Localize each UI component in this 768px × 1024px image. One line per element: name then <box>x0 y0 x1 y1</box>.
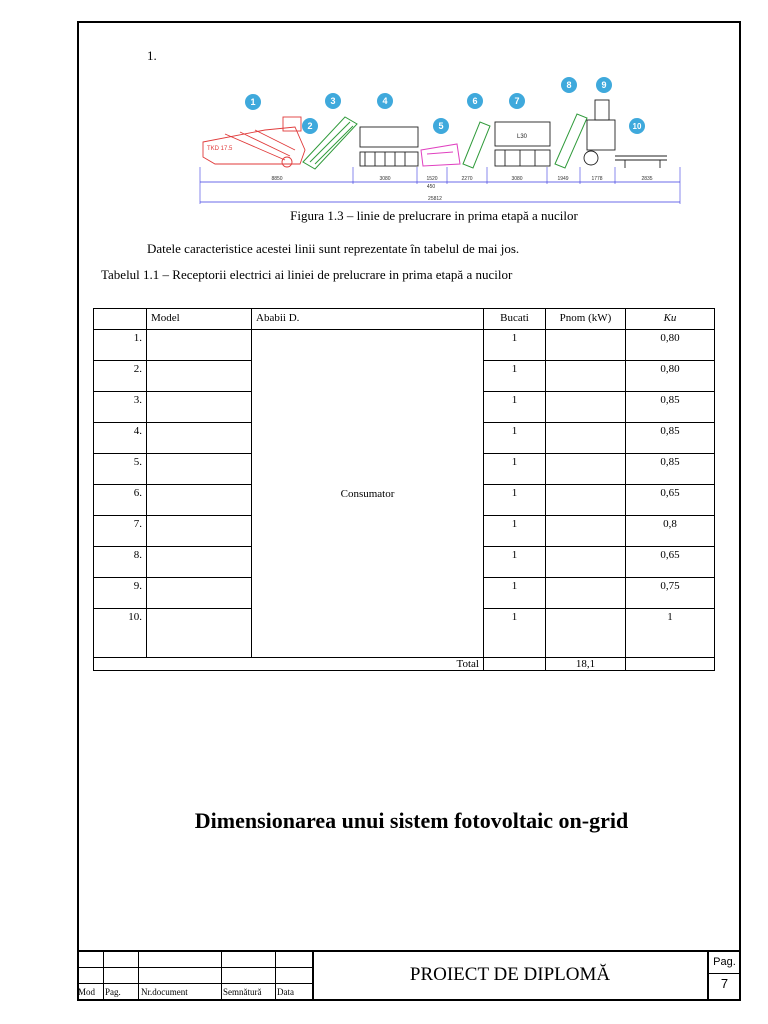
title-block-divider <box>275 950 276 1001</box>
row-pnom <box>546 547 626 578</box>
header-abbr: Ababii D. <box>252 309 484 330</box>
dim-label: 25812 <box>428 196 442 202</box>
row-model <box>147 392 252 423</box>
callout-label: 1 <box>250 97 256 107</box>
col-pag-label: Pag. <box>105 987 121 997</box>
row-num: 10. <box>94 609 147 658</box>
dim-label: 450 <box>426 184 436 190</box>
row-model <box>147 609 252 658</box>
row-pnom <box>546 361 626 392</box>
row-num: 3. <box>94 392 147 423</box>
header-bucati: Bucati <box>484 309 546 330</box>
total-pnom: 18,1 <box>546 658 626 671</box>
row-num: 6. <box>94 485 147 516</box>
callout-label: 9 <box>601 80 607 90</box>
dim-label: 1520 <box>426 176 438 182</box>
row-ku: 1 <box>626 609 715 658</box>
section-item-number: 1. <box>147 48 157 63</box>
table-total-row <box>94 658 715 671</box>
row-model <box>147 485 252 516</box>
row-bucati: 1 <box>484 330 546 361</box>
row-model <box>147 361 252 392</box>
row-ku: 0,85 <box>626 423 715 454</box>
title-block-line <box>77 967 312 968</box>
row-bucati: 1 <box>484 485 546 516</box>
dim-label: 1949 <box>557 176 569 182</box>
dim-label: 2835 <box>641 176 653 182</box>
dim-label: 8850 <box>271 176 283 182</box>
row-ku: 0,65 <box>626 547 715 578</box>
row-num: 4. <box>94 423 147 454</box>
intro-paragraph: Datele caracteristice acestei linii sunt reprezentate în tabelul de mai jos. <box>147 241 520 256</box>
figure-caption: Figura 1.3 – linie de prelucrare in prima etapă a nucilor <box>290 208 578 223</box>
header-num <box>94 309 147 330</box>
row-ku: 0,85 <box>626 392 715 423</box>
machine-label: L30 <box>517 134 528 140</box>
row-ku: 0,85 <box>626 454 715 485</box>
total-bucati <box>484 658 546 671</box>
machine-1-outline <box>203 117 305 167</box>
dim-label: 1778 <box>591 176 603 182</box>
machine-label: TKD 17.5 <box>207 146 233 152</box>
row-pnom <box>546 609 626 658</box>
row-num: 5. <box>94 454 147 485</box>
page-number: 7 <box>720 976 729 991</box>
row-bucati: 1 <box>484 547 546 578</box>
section-heading: Dimensionarea unui sistem fotovoltaic on-grid <box>194 808 629 833</box>
machine-10-outline <box>615 156 667 168</box>
row-pnom <box>546 423 626 454</box>
title-block-line <box>77 983 312 984</box>
callout-label: 2 <box>307 121 313 131</box>
row-pnom <box>546 392 626 423</box>
callout-label: 3 <box>330 96 336 106</box>
table-row <box>94 330 715 361</box>
row-bucati: 1 <box>484 361 546 392</box>
machine-7-outline <box>495 122 550 166</box>
machine-6-outline <box>463 122 490 168</box>
header-model: Model <box>147 309 252 330</box>
callout-label: 7 <box>514 96 520 106</box>
row-ku: 0,75 <box>626 578 715 609</box>
machine-5-outline <box>421 144 460 166</box>
row-pnom <box>546 454 626 485</box>
dim-label: 3080 <box>379 176 391 182</box>
dim-label: 2270 <box>461 176 473 182</box>
row-num: 2. <box>94 361 147 392</box>
col-mod-label: Mod <box>78 987 96 997</box>
title-block-top-line <box>77 950 741 952</box>
row-pnom <box>546 330 626 361</box>
consumer-merged-cell: Consumator <box>252 330 484 658</box>
row-bucati: 1 <box>484 454 546 485</box>
dim-label: 3080 <box>511 176 523 182</box>
row-model <box>147 423 252 454</box>
row-pnom <box>546 578 626 609</box>
row-num: 1. <box>94 330 147 361</box>
row-pnom <box>546 516 626 547</box>
row-model <box>147 454 252 485</box>
table-header-row <box>94 309 715 330</box>
table-caption: Tabelul 1.1 – Receptorii electrici ai liniei de prelucrare in prima etapă a nucilor <box>101 267 513 282</box>
row-ku: 0,80 <box>626 361 715 392</box>
row-model <box>147 578 252 609</box>
title-block-divider <box>103 950 104 1001</box>
row-num: 7. <box>94 516 147 547</box>
processing-line-figure <box>195 72 685 210</box>
total-ku <box>626 658 715 671</box>
page-label: Pag. <box>713 956 736 968</box>
callout-label: 10 <box>632 122 642 131</box>
title-block-divider <box>221 950 222 1001</box>
row-bucati: 1 <box>484 609 546 658</box>
machine-4-outline <box>360 127 418 166</box>
col-date-label: Data <box>277 987 294 997</box>
row-bucati: 1 <box>484 578 546 609</box>
header-ku: Ku <box>626 309 715 330</box>
callout-label: 8 <box>566 80 572 90</box>
machine-8-outline <box>555 114 587 168</box>
row-model <box>147 330 252 361</box>
row-model <box>147 516 252 547</box>
row-ku: 0,80 <box>626 330 715 361</box>
title-block-divider <box>138 950 139 1001</box>
row-model <box>147 547 252 578</box>
machine-9-outline <box>584 100 615 165</box>
project-title: PROIECT DE DIPLOMĂ <box>409 964 611 985</box>
total-label: Total <box>94 658 484 671</box>
row-num: 8. <box>94 547 147 578</box>
row-bucati: 1 <box>484 392 546 423</box>
header-pnom: Pnom (kW) <box>546 309 626 330</box>
col-sign-label: Semnătură <box>223 987 262 997</box>
callout-label: 6 <box>472 96 478 106</box>
callout-label: 5 <box>438 121 444 131</box>
row-bucati: 1 <box>484 516 546 547</box>
row-num: 9. <box>94 578 147 609</box>
col-doc-label: Nr.document <box>141 987 188 997</box>
row-ku: 0,8 <box>626 516 715 547</box>
row-bucati: 1 <box>484 423 546 454</box>
row-ku: 0,65 <box>626 485 715 516</box>
row-pnom <box>546 485 626 516</box>
title-block-line <box>708 973 741 974</box>
callout-label: 4 <box>382 96 388 106</box>
consumers-table <box>93 308 715 671</box>
